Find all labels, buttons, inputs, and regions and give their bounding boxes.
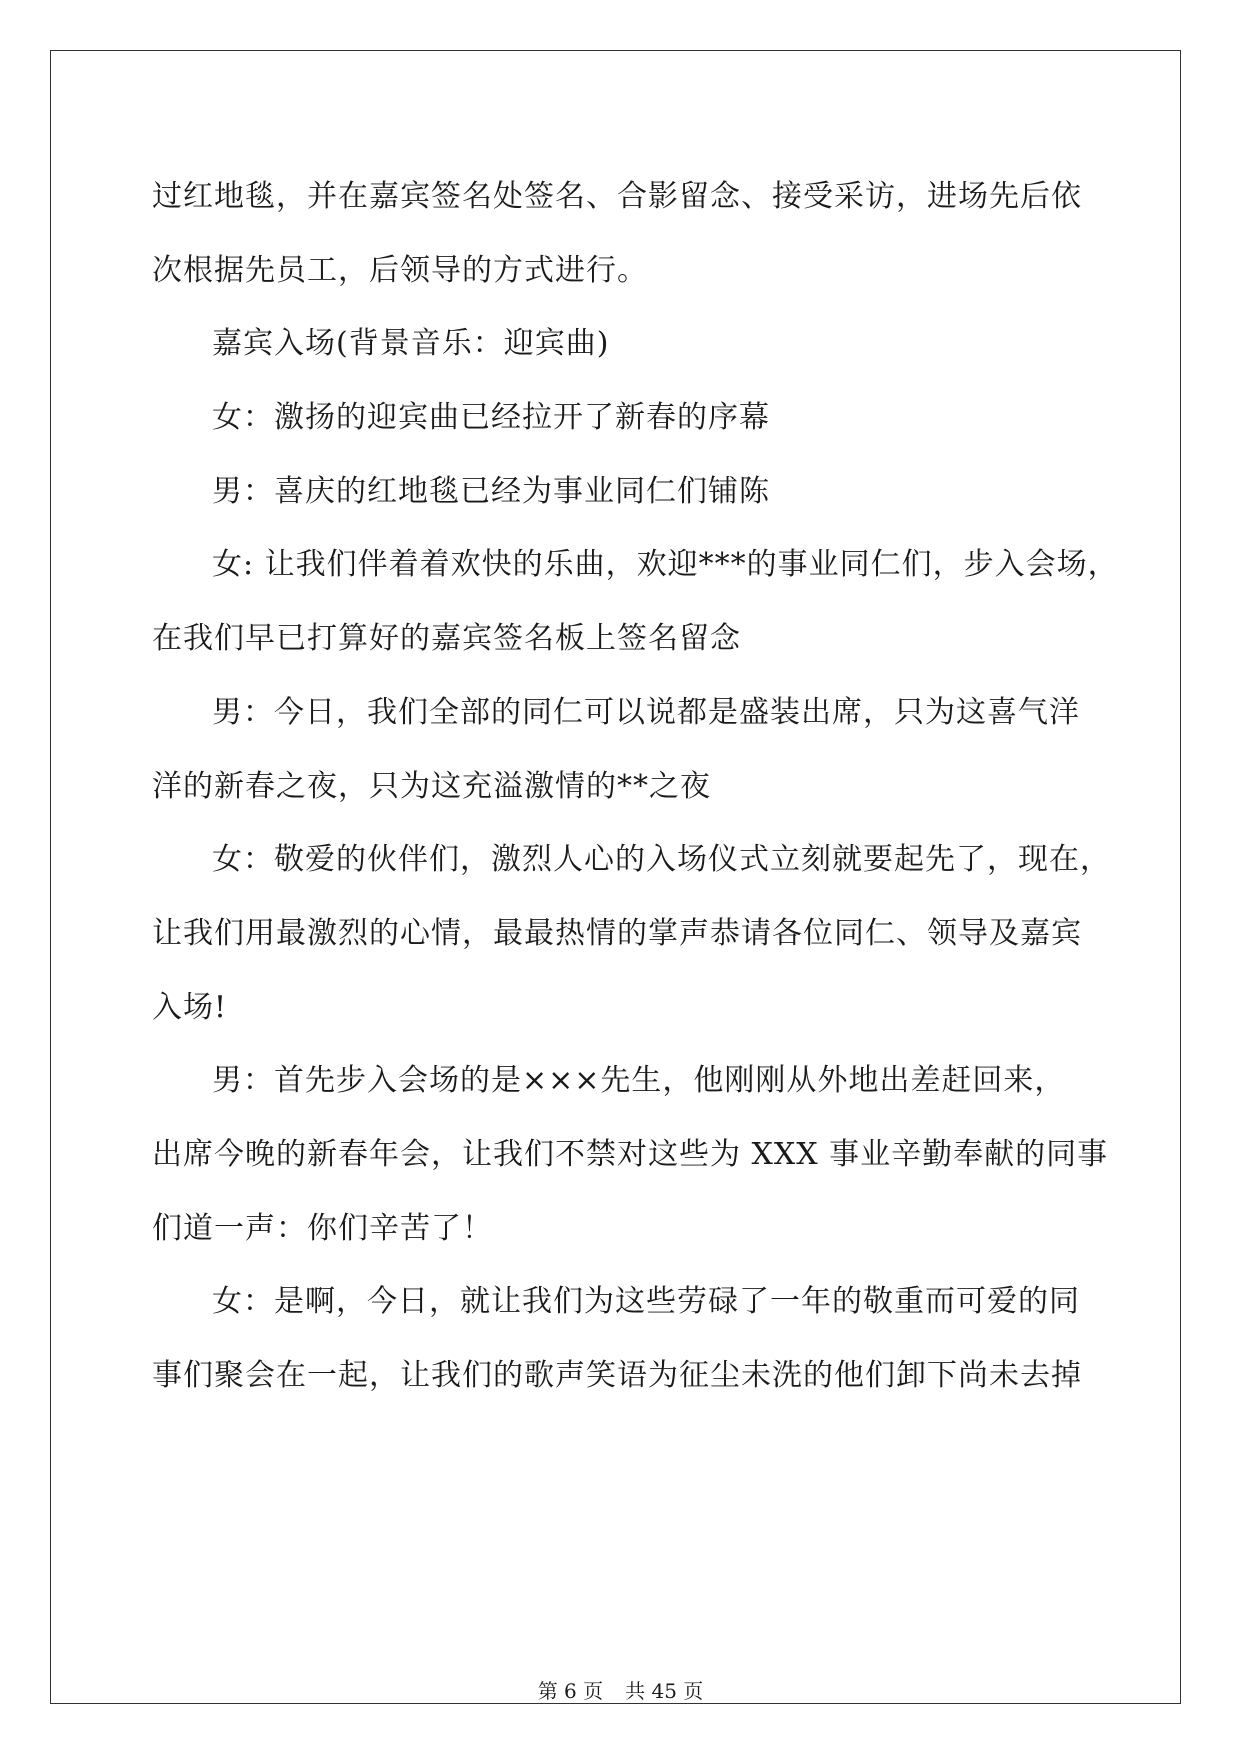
document-body [152, 160, 1119, 1413]
page-number: 第 6 页 [537, 1679, 604, 1703]
text-line: 事们聚会在一起，让我们的歌声笑语为征尘未洗的他们卸下尚未去掉 [152, 1358, 1082, 1393]
text-line: 男：喜庆的红地毯已经为事业同仁们铺陈 [212, 473, 770, 509]
page-footer [0, 1675, 1241, 1704]
page-total: 共 45 页 [625, 1679, 704, 1703]
text-line: 们道一声：你们辛苦了！ [152, 1210, 493, 1246]
text-line: 女：敬爱的伙伴们，激烈人心的入场仪式立刻就要起先了，现在， [212, 842, 1111, 878]
text-line: 女：激扬的迎宾曲已经拉开了新春的序幕 [212, 400, 770, 436]
text-line: 女: 让我们伴着着欢快的乐曲，欢迎***的事业同仁们，步入会场， [212, 547, 1119, 583]
text-line: 入场! [152, 989, 228, 1025]
text-line: 男：今日，我们全部的同仁可以说都是盛装出席，只为这喜气洋 [212, 694, 1080, 730]
text-line: 女：是啊，今日，就让我们为这些劳碌了一年的敬重而可爱的同 [212, 1284, 1080, 1320]
text-line: 出席今晚的新春年会，让我们不禁对这些为 XXX 事业辛勤奉献的同事 [152, 1136, 1109, 1172]
text-line: 次根据先员工，后领导的方式进行。 [152, 252, 648, 288]
text-line: 嘉宾入场(背景音乐：迎宾曲) [212, 326, 610, 362]
text-line: 洋的新春之夜，只为这充溢激情的**之夜 [152, 768, 711, 804]
text-line: 在我们早已打算好的嘉宾签名板上签名留念 [152, 621, 741, 657]
text-line: 让我们用最激烈的心情，最最热情的掌声恭请各位同仁、领导及嘉宾 [152, 915, 1082, 951]
text-line: 过红地毯，并在嘉宾签名处签名、合影留念、接受采访，进场先后依 [152, 179, 1082, 214]
text-line: 男：首先步入会场的是×××先生，他刚刚从外地出差赶回来， [212, 1063, 1066, 1099]
